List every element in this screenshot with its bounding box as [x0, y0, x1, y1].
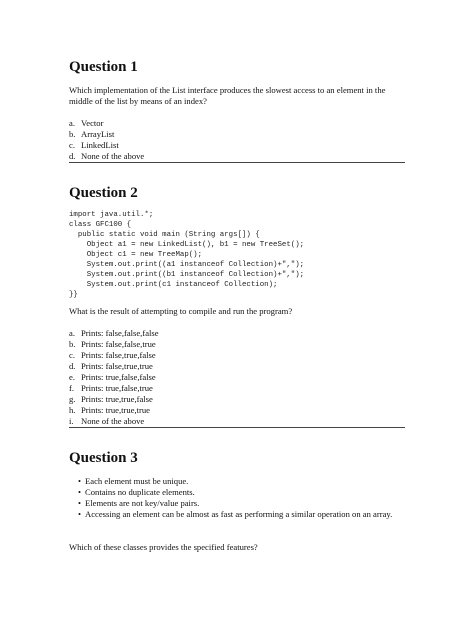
question-1-options: [69, 118, 405, 162]
question-1-title: Question 1: [69, 59, 138, 75]
question-2-option-e: e. Prints: true,false,false: [69, 372, 156, 382]
question-2-text: What is the result of attempting to compile and run the program?: [69, 306, 293, 316]
question-2-title: Question 2: [69, 185, 138, 201]
question-1-option-b: b. ArrayList: [69, 129, 115, 139]
question-2-option-d: d. Prints: false,true,true: [69, 361, 153, 371]
question-1-text: Which implementation of the List interface produces the slowest access to an element in the middle of the list by means of an index?: [69, 85, 386, 106]
question-3-text: Which of these classes provides the specified features?: [69, 542, 258, 552]
question-1-option-d: d. None of the above: [69, 151, 145, 161]
bullet-icon: •: [78, 509, 82, 519]
question-3-bullet: • Contains no duplicate elements.: [78, 487, 195, 497]
question-2-option-g: g. Prints: true,true,false: [69, 394, 153, 404]
bullet-icon: •: [78, 498, 82, 508]
question-2-option-c: c. Prints: false,true,false: [69, 350, 156, 360]
question-1-option-a: a. Vector: [69, 118, 104, 128]
question-2-divider: [69, 427, 405, 428]
bullet-icon: •: [78, 487, 82, 497]
question-2-option-a: a. Prints: false,false,false: [69, 328, 159, 338]
question-3-bullet: • Elements are not key/value pairs.: [78, 498, 200, 508]
question-1-divider: [69, 162, 405, 163]
question-3-bullet: • Accessing an element can be almost as fast as performing a similar operation on an array.: [78, 509, 393, 519]
question-3-title: Question 3: [69, 450, 138, 466]
question-3-bullet: • Each element must be unique.: [78, 476, 189, 486]
question-2-option-b: b. Prints: false,false,true: [69, 339, 156, 349]
bullet-icon: •: [78, 476, 82, 486]
question-3-bullets: [75, 476, 405, 520]
question-1-option-c: c. LinkedList: [69, 140, 119, 150]
question-2-option-f: f. Prints: true,false,true: [69, 383, 153, 393]
question-2-option-i: i. None of the above: [69, 416, 145, 426]
question-2-option-h: h. Prints: true,true,true: [69, 405, 150, 415]
question-2-options: [69, 328, 405, 427]
question-2-code: import java.util.*; class GFC100 { public static void main (String args[]) { Object a1 = new LinkedList(), b1 = new TreeSet(); Object c1 = new TreeMap(); System.out.print((a1 instanceof Collection)+","); System.out.print((b1 instanceof Collection)+","); System.out.print(c1 instanceof Collection); }}: [69, 211, 305, 299]
